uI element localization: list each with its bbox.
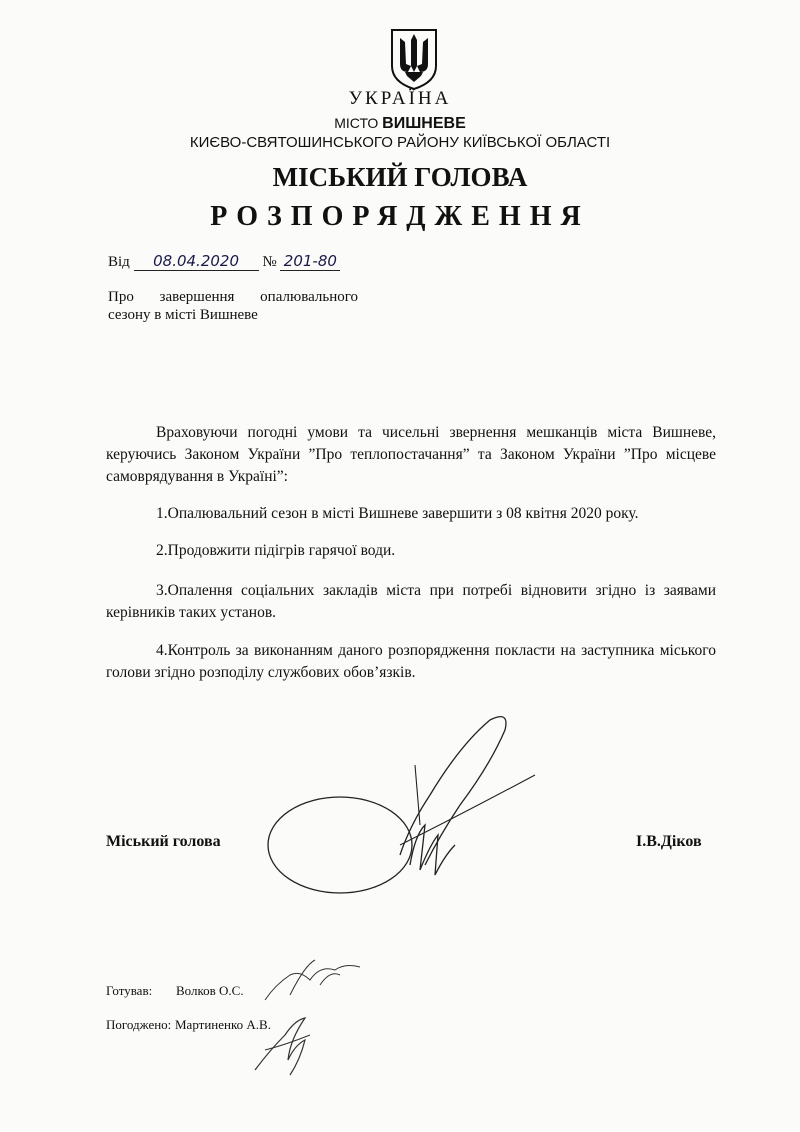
prepared-label: Готував:	[106, 983, 153, 998]
prepared-name: Волков О.С.	[176, 983, 244, 998]
district-name: КИЄВО-СВЯТОШИНСЬКОГО РАЙОНУ КИЇВСЬКОЇ ОБЛАСТІ	[189, 134, 611, 151]
authority-title: МІСЬКИЙ ГОЛОВА	[272, 162, 528, 192]
document-subject: Про завершення опалювального сезону в місті Вишневе	[108, 289, 358, 323]
coat-of-arms-icon	[388, 26, 440, 92]
country-name: УКРАЇНА	[348, 88, 452, 109]
mayor-signature	[260, 705, 560, 915]
document-type: РОЗПОРЯДЖЕННЯ	[210, 201, 590, 232]
dateline	[108, 252, 340, 271]
date-value: 08.04.2020	[134, 252, 259, 271]
city-prefix: МІСТО	[334, 115, 379, 131]
list-item: 1.Опалювальний сезон в місті Вишневе завершити з 08 квітня 2020 року.	[156, 505, 639, 522]
date-label: Від	[108, 254, 130, 270]
list-item: 2.Продовжити підігрів гарячої води.	[156, 542, 396, 559]
number-label: №	[262, 254, 277, 270]
city-name: ВИШНЕВЕ	[382, 115, 466, 132]
number-value: 201-80	[280, 252, 340, 271]
agreed-label: Погоджено:	[106, 1017, 172, 1032]
city-line	[0, 115, 800, 133]
preparer-signature	[260, 955, 370, 1005]
signer-position: Міський голова	[106, 833, 221, 850]
list-item: 3.Опалення соціальних закладів міста при потребі відновити згідно із заявами керівників таких установ.	[106, 582, 716, 621]
intro-paragraph: Враховуючи погодні умови та чисельні звернення мешканців міста Вишневе, керуючись Законом України ”Про теплопостачання” та Законом України ”Про місцеве самоврядування в Україні”:	[106, 424, 716, 485]
agreed-name: Мартиненко А.В.	[175, 1017, 271, 1032]
signer-name: І.В.Діков	[636, 833, 702, 850]
list-item: 4.Контроль за виконанням даного розпорядження покласти на заступника міського голови згідно розподілу службових обов’язків.	[106, 642, 716, 681]
